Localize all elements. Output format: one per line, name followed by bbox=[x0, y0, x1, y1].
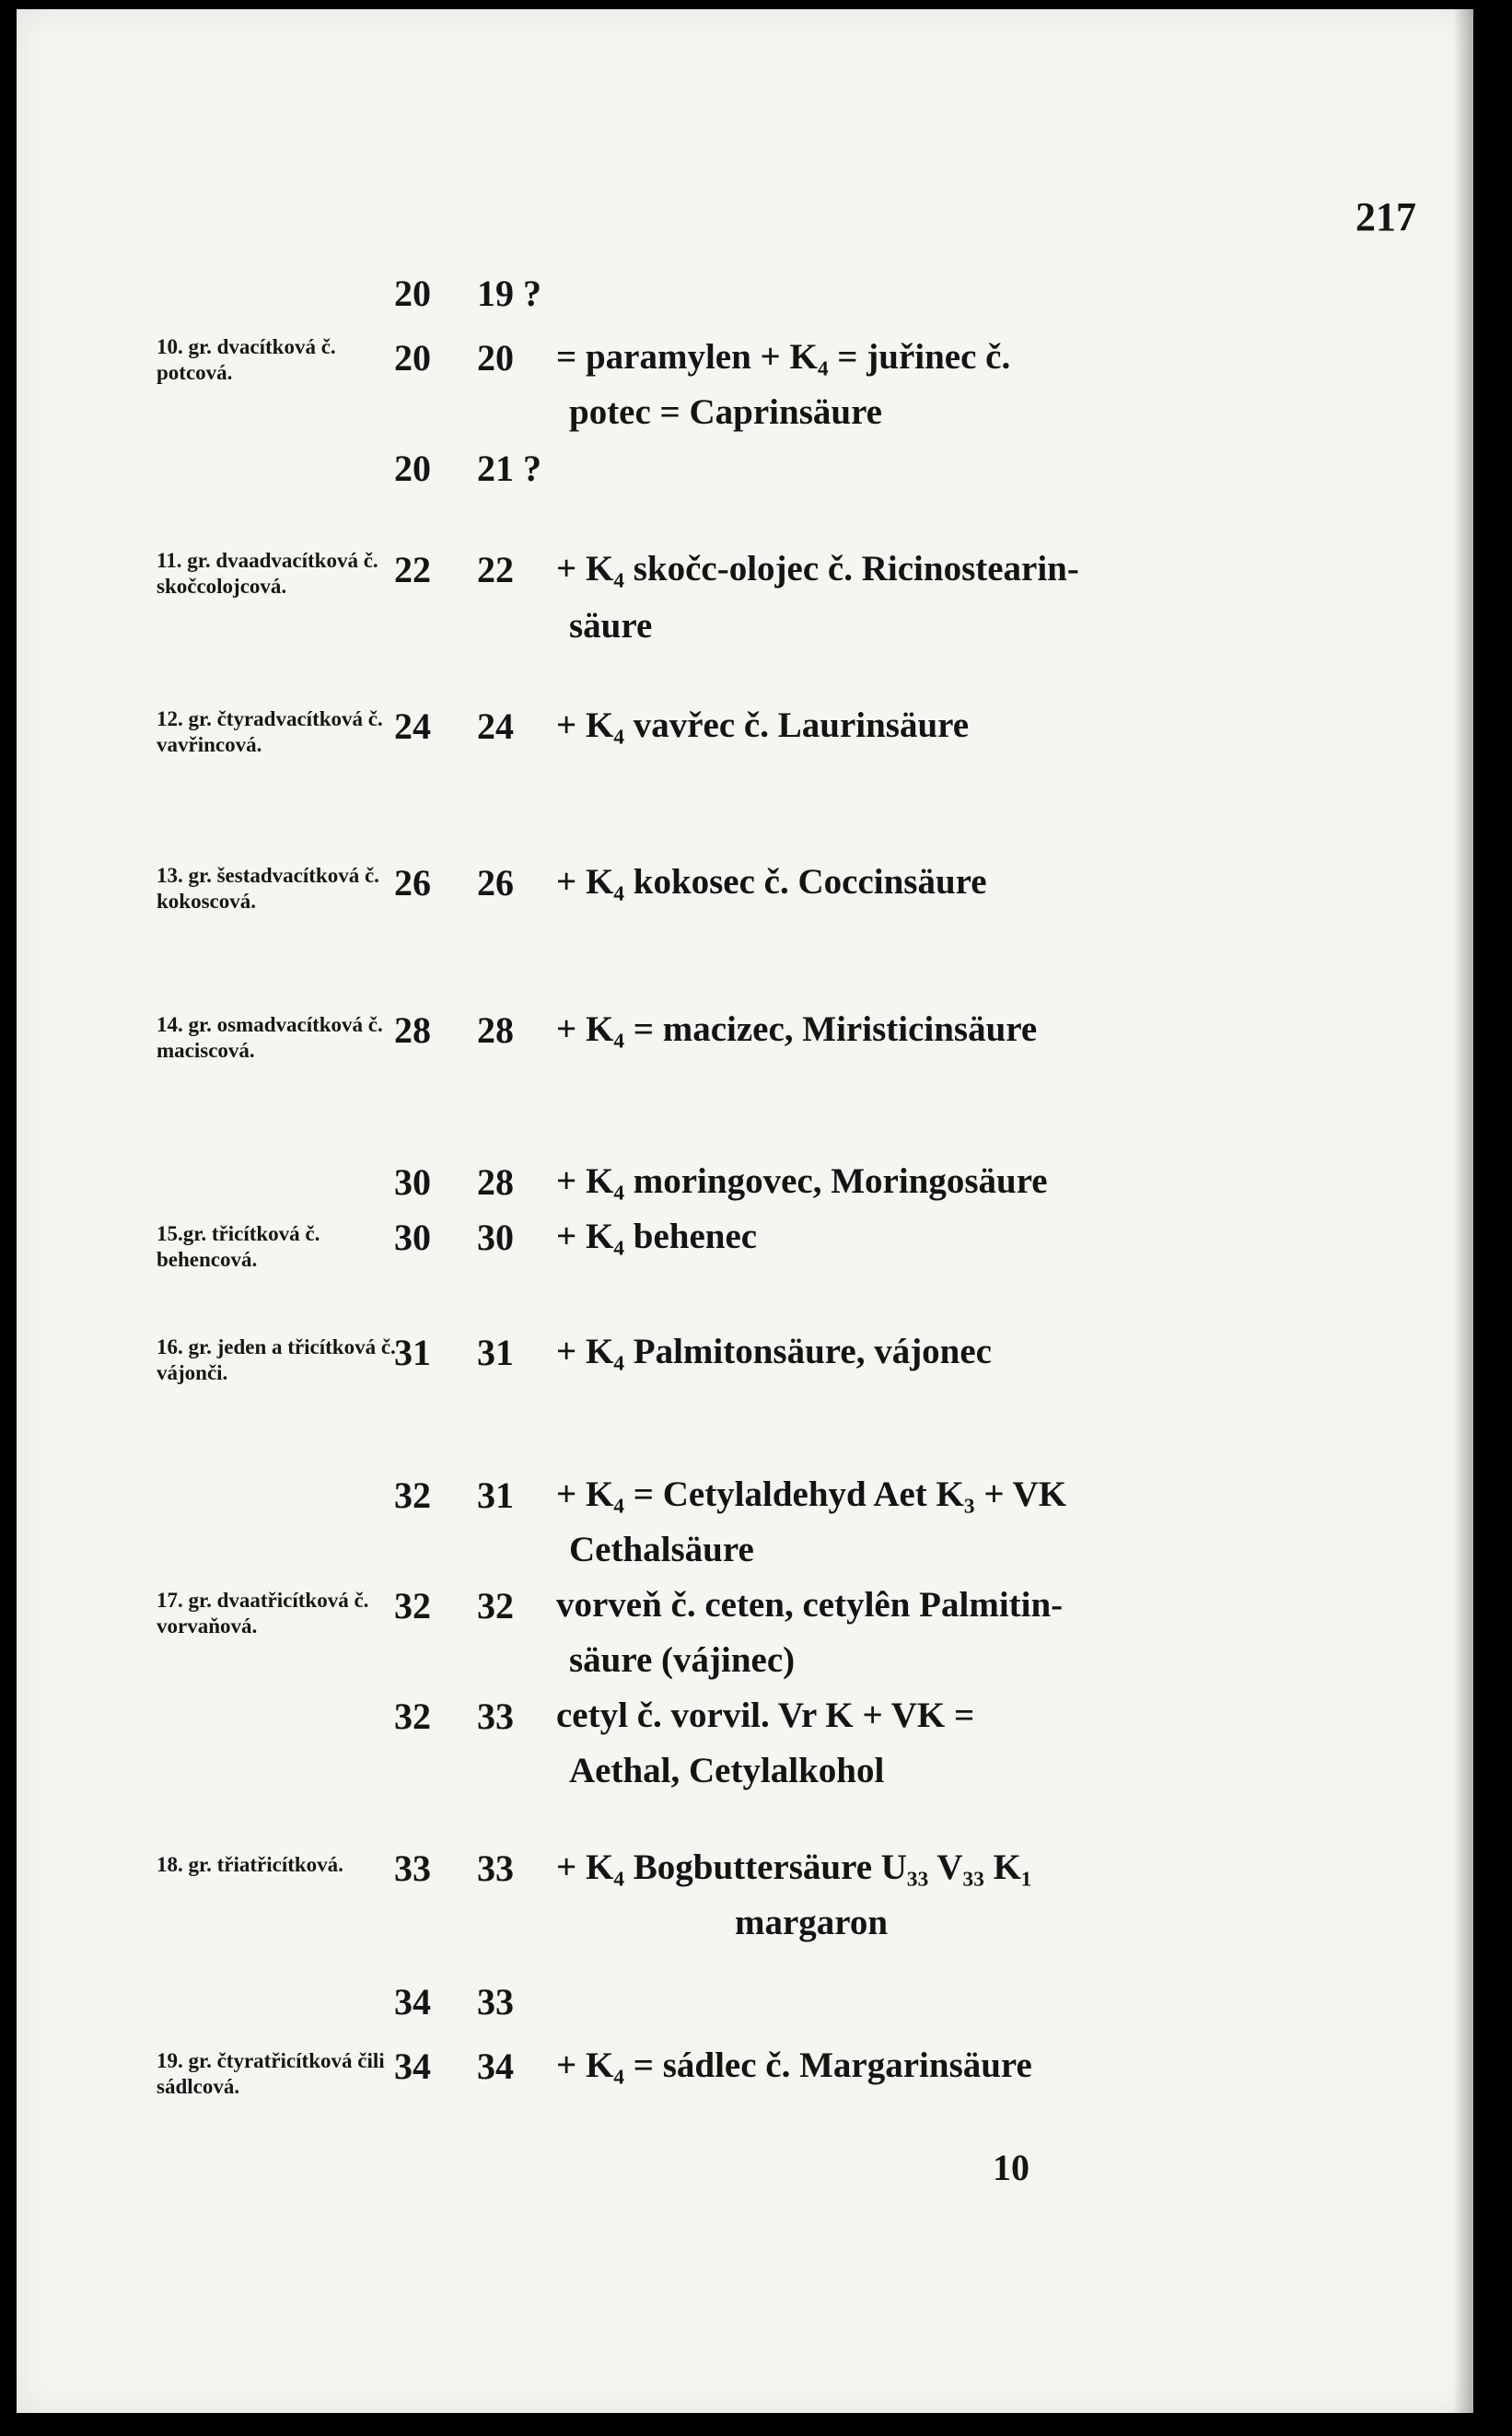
side-note: 15.gr. třicítková č. behencová. bbox=[157, 1222, 320, 1271]
second-number: 20 bbox=[477, 337, 514, 379]
second-number: 26 bbox=[477, 862, 514, 903]
side-note: 18. gr. třiatřicítková. bbox=[157, 1853, 343, 1876]
first-number: 34 bbox=[394, 2046, 431, 2087]
entry-text: + K₄ kokosec č. Coccinsäure bbox=[556, 862, 987, 902]
second-number: 33 bbox=[477, 1981, 514, 2022]
side-note: 12. gr. čtyradvacítková č. vavřincová. bbox=[157, 707, 383, 756]
second-number: 21 ? bbox=[477, 448, 541, 489]
entry-text: + K₄ = macizec, Miristicinsäure bbox=[556, 1009, 1038, 1049]
entry-text: + K₄ = Cetylaldehyd Aet K₃ + VK bbox=[556, 1474, 1067, 1514]
second-number: 31 bbox=[477, 1474, 514, 1516]
entry-text: + K₄ Palmitonsäure, vájonec bbox=[556, 1332, 992, 1371]
entry-text: + K₄ = sádlec č. Margarinsäure bbox=[556, 2046, 1032, 2085]
second-number: 28 bbox=[477, 1161, 514, 1203]
second-number: 30 bbox=[477, 1217, 514, 1258]
entry-continuation: Cethalsäure bbox=[569, 1530, 754, 1569]
first-number: 20 bbox=[394, 448, 431, 489]
side-note: 13. gr. šestadvacítková č. kokoscová. bbox=[157, 864, 379, 913]
entry-text: + K₄ moringovec, Moringosäure bbox=[556, 1161, 1048, 1201]
side-note: 17. gr. dvaatřicítková č. vorvaňová. bbox=[157, 1589, 369, 1638]
first-number: 22 bbox=[394, 549, 431, 590]
first-number: 30 bbox=[394, 1161, 431, 1203]
first-number: 32 bbox=[394, 1696, 431, 1737]
book-page bbox=[17, 9, 1473, 2413]
first-number: 28 bbox=[394, 1009, 431, 1051]
first-number: 32 bbox=[394, 1585, 431, 1626]
first-number: 24 bbox=[394, 705, 431, 747]
page-edge-shadow bbox=[1453, 9, 1473, 2413]
first-number: 20 bbox=[394, 273, 431, 314]
second-number: 33 bbox=[477, 1696, 514, 1737]
side-note: 19. gr. čtyratřicítková čili sádlcová. bbox=[157, 2049, 385, 2098]
entry-continuation: margaron bbox=[735, 1903, 889, 1942]
entry-text: + K₄ skočc-olojec č. Ricinostearin- bbox=[556, 549, 1079, 589]
second-number: 19 ? bbox=[477, 273, 541, 314]
entry-continuation: säure bbox=[569, 606, 653, 646]
side-note: 14. gr. osmadvacítková č. maciscová. bbox=[157, 1013, 383, 1062]
entry-continuation: potec = Caprinsäure bbox=[569, 392, 882, 432]
first-number: 34 bbox=[394, 1981, 431, 2022]
second-number: 31 bbox=[477, 1332, 514, 1373]
side-note: 16. gr. jeden a třicítková č. vájonči. bbox=[157, 1335, 396, 1384]
entry-text: = paramylen + K₄ = juřinec č. bbox=[556, 337, 1011, 377]
second-number: 33 bbox=[477, 1847, 514, 1889]
second-number: 34 bbox=[477, 2046, 514, 2087]
page-number: 217 bbox=[1355, 194, 1416, 239]
footer-signature: 10 bbox=[993, 2147, 1029, 2188]
entry-text: + K₄ Bogbuttersäure U₃₃ V₃₃ K₁ bbox=[556, 1847, 1032, 1887]
side-note: 10. gr. dvacítková č. potcová. bbox=[157, 335, 336, 384]
first-number: 33 bbox=[394, 1847, 431, 1889]
entry-text: + K₄ vavřec č. Laurinsäure bbox=[556, 705, 970, 745]
first-number: 31 bbox=[394, 1332, 431, 1373]
entry-text: + K₄ behenec bbox=[556, 1217, 758, 1256]
first-number: 32 bbox=[394, 1474, 431, 1516]
entry-text: cetyl č. vorvil. Vr K + VK = bbox=[556, 1696, 975, 1735]
first-number: 26 bbox=[394, 862, 431, 903]
first-number: 30 bbox=[394, 1217, 431, 1258]
side-note: 11. gr. dvaadvacítková č. skočcolojcová. bbox=[157, 549, 378, 598]
entry-continuation: säure (vájinec) bbox=[569, 1640, 796, 1680]
second-number: 22 bbox=[477, 549, 514, 590]
second-number: 28 bbox=[477, 1009, 514, 1051]
entry-text: vorveň č. ceten, cetylên Palmitin- bbox=[556, 1585, 1064, 1625]
second-number: 32 bbox=[477, 1585, 514, 1626]
entry-continuation: Aethal, Cetylalkohol bbox=[569, 1751, 885, 1790]
first-number: 20 bbox=[394, 337, 431, 379]
second-number: 24 bbox=[477, 705, 514, 747]
